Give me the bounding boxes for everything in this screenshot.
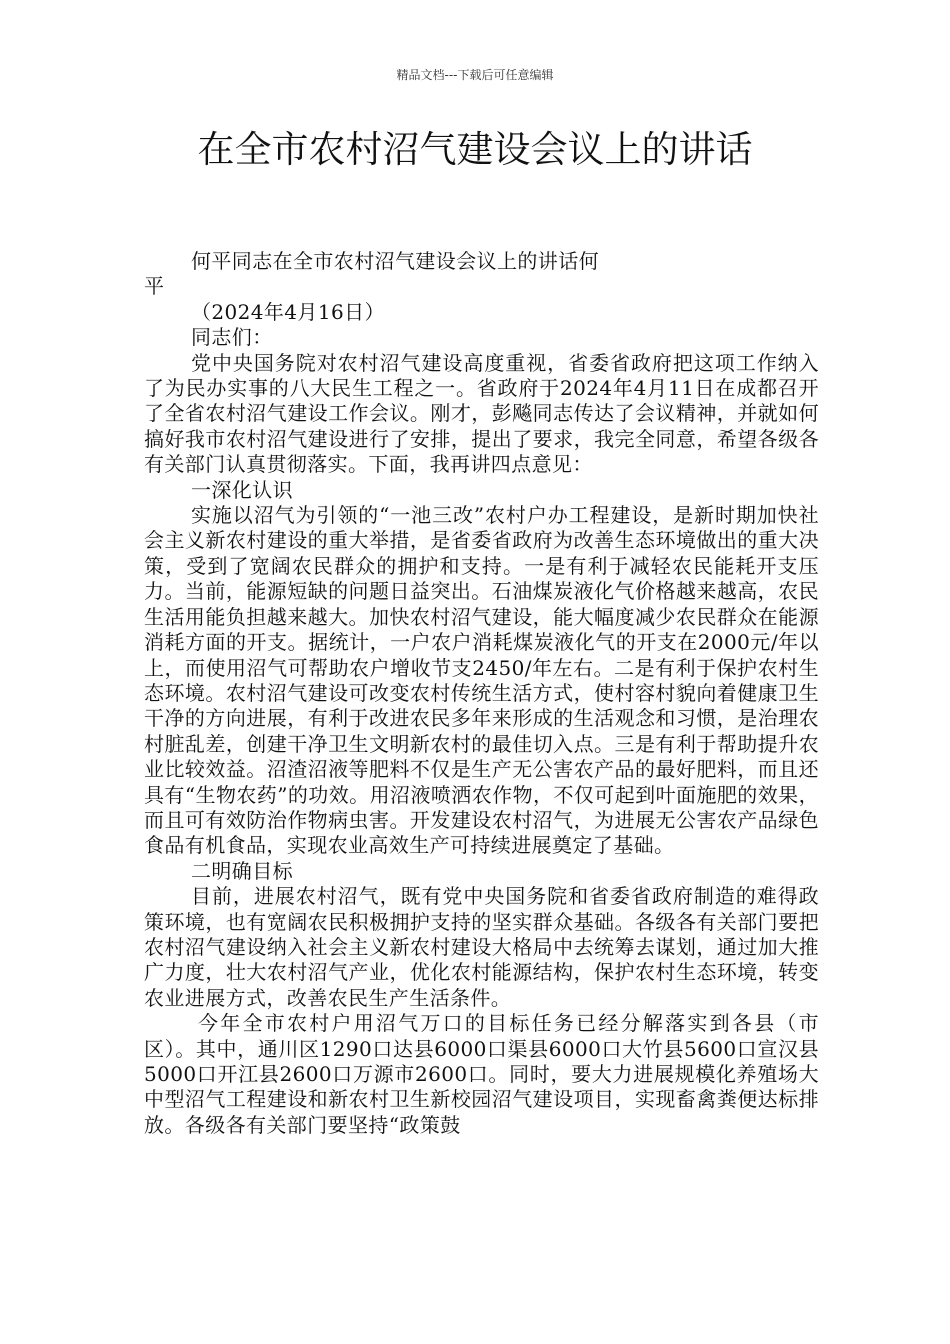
section-paragraph-2: 目前，进展农村沼气，既有党中央国务院和省委省政府制造的难得政策环境，也有宽阔农民积极拥护支持的坚实群众基础。各级各有关部门要把农村沼气建设纳入社会主义新农村建设大格局中去统筹去谋划，通过加大推广力度，壮大农村沼气产业，优化农村能源结构，保护农村生态环境，转变农业进展方式，改善农民生产生活条件。 (144, 884, 819, 1010)
document-date: （2024年4月16日） (191, 299, 385, 324)
section-paragraph-1: 实施以沼气为引领的“一池三改”农村户办工程建设，是新时期加快社会主义新农村建设的重大举措，是省委省政府为改善生态环境做出的重大决策，受到了宽阔农民群众的拥护和支持。一是有利于减轻农民能耗开支压力。当前，能源短缺的问题日益突出。石油煤炭液化气价格越来越高，农民生活用能负担越来越大。加快农村沼气建设，能大幅度减少农民群众在能源消耗方面的开支。据统计，一户农户消耗煤炭液化气的开支在2000元/年以上，而使用沼气可帮助农户增收节支2450/年左右。二是有利于保护农村生态环境。农村沼气建设可改变农村传统生活方式，使村容村貌向着健康卫生干净的方向进展，有利于改进农民多年来形成的生活观念和习惯，是治理农村脏乱差，创建干净卫生文明新农村的最佳切入点。三是有利于帮助提升农业比较效益。沼渣沼液等肥料不仅是生产无公害农产品的最好肥料，而且还具有“生物农药”的功效。用沼液喷洒农作物，不仅可起到叶面施肥的效果，而且可有效防治作物病虫害。开发建设农村沼气，为进展无公害农产品绿色食品有机食品，实现农业高效生产可持续进展奠定了基础。 (144, 503, 819, 858)
document-subtitle: 何平同志在全市农村沼气建设会议上的讲话何平 (144, 249, 599, 299)
section-heading-1: 一深化认识 (191, 477, 293, 502)
document-body (144, 249, 819, 1138)
header-note: 精品文档---下载后可任意编辑 (396, 68, 554, 82)
intro-paragraph: 党中央国务院对农村沼气建设高度重视，省委省政府把这项工作纳入了为民办实事的八大民生工程之一。省政府于2024年4月11日在成都召开了全省农村沼气建设工作会议。刚才，彭飚同志传达了会议精神，并就如何搞好我市农村沼气建设进行了安排，提出了要求，我完全同意，希望各级各有关部门认真贯彻落实。下面，我再讲四点意见： (144, 350, 819, 477)
section-paragraph-3: 今年全市农村户用沼气万口的目标任务已经分解落实到各县（市区）。其中，通川区1290口达县6000口渠县6000口大竹县5600口宣汉县5000口开江县2600口万源市2600口。同时，要大力进展规模化养殖场大中型沼气工程建设和新农村卫生新校园沼气建设项目，实现畜禽粪便达标排放。各级各有关部门要坚持“政策鼓 (144, 1011, 819, 1137)
salutation: 同志们： (191, 325, 273, 350)
document-title: 在全市农村沼气建设会议上的讲话 (197, 128, 753, 171)
section-heading-2: 二明确目标 (191, 858, 293, 883)
